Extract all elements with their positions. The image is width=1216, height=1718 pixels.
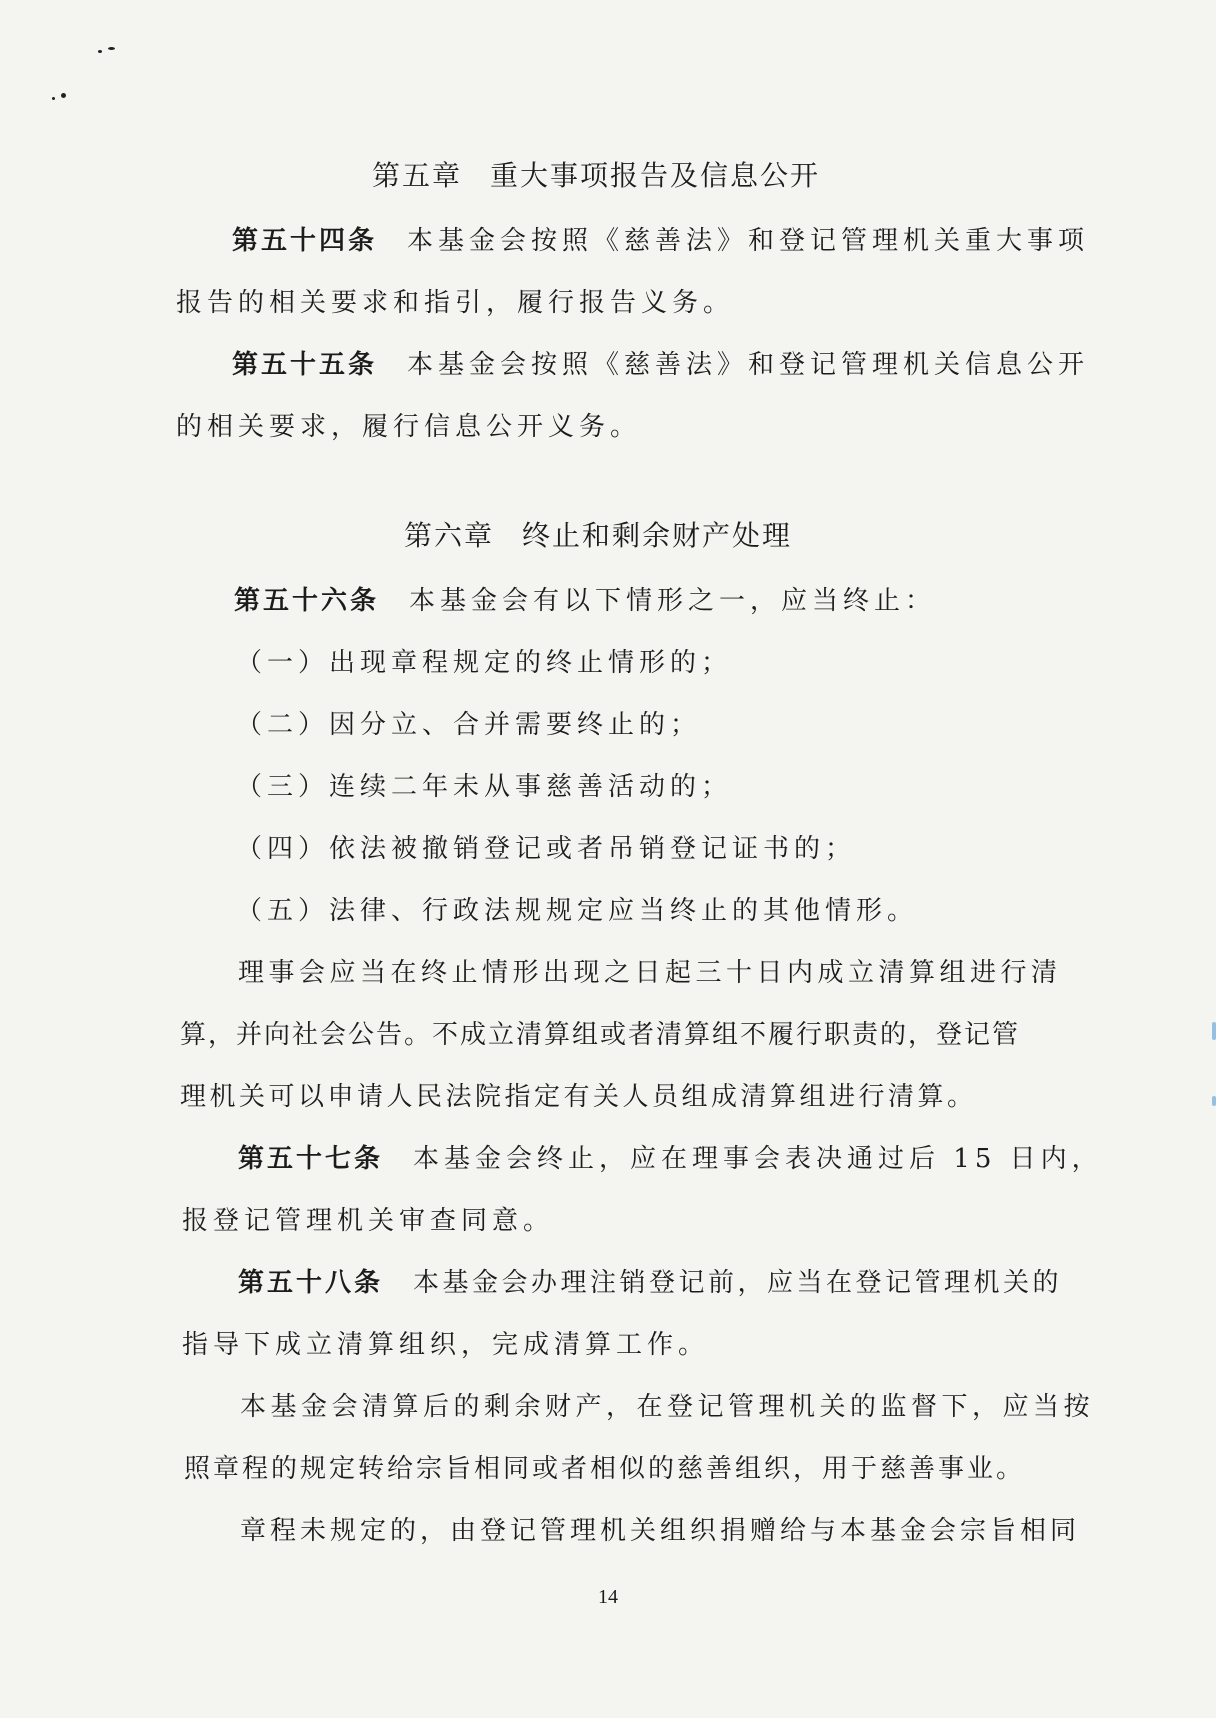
chapter-number: 第五章	[372, 159, 463, 192]
paragraph-line: 照章程的规定转给宗旨相同或者相似的慈善组织，用于慈善事业。	[184, 1454, 1026, 1484]
paragraph-line: 理机关可以申请人民法院指定有关人员组成清算组进行清算。	[180, 1082, 977, 1112]
paragraph-text: 本基金会办理注销登记前，应当在登记管理机关的	[413, 1268, 1063, 1298]
list-item: （五）法律、行政法规规定应当终止的其他情形。	[236, 896, 919, 926]
chapter-number: 第六章	[404, 519, 495, 552]
chapter-heading	[372, 158, 820, 194]
paragraph-line: 算，并向社会公告。不成立清算组或者清算组不履行职责的，登记管	[180, 1020, 1021, 1050]
paragraph-line: 指导下成立清算组织，完成清算工作。	[182, 1330, 710, 1360]
chapter-title: 重大事项报告及信息公开	[490, 159, 821, 192]
chapter-title: 终止和剩余财产处理	[522, 519, 793, 552]
paragraph-line: 本基金会清算后的剩余财产，在登记管理机关的监督下，应当按	[240, 1392, 1095, 1422]
page-number: 14	[598, 1586, 618, 1608]
paragraph-text: 本基金会终止，应在理事会表决通过后 15 日内，	[413, 1144, 1103, 1174]
scan-speck	[61, 93, 66, 98]
article-label: 第五十五条	[232, 350, 378, 380]
list-item: （二）因分立、合并需要终止的；	[236, 710, 702, 740]
article-paragraph	[232, 348, 1089, 382]
scan-speck	[52, 97, 55, 100]
paragraph-line: 报登记管理机关审查同意。	[182, 1206, 555, 1236]
list-item: （三）连续二年未从事慈善活动的；	[236, 772, 733, 802]
article-paragraph	[232, 224, 1089, 258]
scan-speck	[98, 50, 102, 53]
paragraph-line: 理事会应当在终止情形出现之日起三十日内成立清算组进行清	[238, 958, 1062, 988]
scan-edge-mark	[1212, 1096, 1216, 1106]
paragraph-line: 报告的相关要求和指引，履行报告义务。	[176, 288, 735, 318]
paragraph-text: 本基金会有以下情形之一，应当终止：	[409, 586, 937, 616]
article-paragraph	[238, 1142, 1103, 1176]
paragraph-text: 本基金会按照《慈善法》和登记管理机关重大事项	[407, 226, 1090, 256]
paragraph-line: 的相关要求，履行信息公开义务。	[176, 412, 642, 442]
list-item: （四）依法被撤销登记或者吊销登记证书的；	[236, 834, 857, 864]
article-label: 第五十六条	[234, 586, 380, 616]
list-item: （一）出现章程规定的终止情形的；	[236, 648, 733, 678]
paragraph-line: 章程未规定的，由登记管理机关组织捐赠给与本基金会宗旨相同	[240, 1516, 1081, 1546]
scan-edge-mark	[1212, 1022, 1216, 1040]
article-label: 第五十八条	[238, 1268, 384, 1298]
article-label: 第五十四条	[232, 226, 378, 256]
article-paragraph	[234, 584, 936, 618]
scan-speck	[108, 47, 115, 50]
article-paragraph	[238, 1266, 1062, 1300]
paragraph-text: 本基金会按照《慈善法》和登记管理机关信息公开	[407, 350, 1090, 380]
chapter-heading	[404, 518, 792, 554]
article-label: 第五十七条	[238, 1144, 384, 1174]
